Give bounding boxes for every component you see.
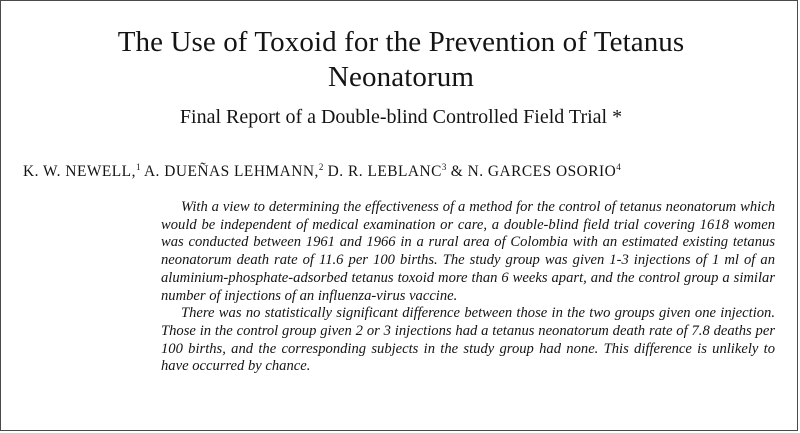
author-name: & N. GARCES OSORIO [450,163,617,181]
abstract-paragraph-1: With a view to determining the effectiveness of a method for the control of tetanus neonatorum which would be independent of medical examination or care, a double-blind field trial covering 1618 women was conducted between 1961 and 1966 in a rural area of Colombia with an estimated existing tetanus neonatorum death rate of 11.6 per 100 births. The study group was given 1-3 injections of 1 ml of an aluminium-phosphate-adsorbed tetanus toxoid more than 6 weeks apart, and the control group a similar number of injections of an influenza-virus vaccine. [161,199,775,304]
article-title-line-1: The Use of Toxoid for the Prevention of Tetanus [117,26,685,58]
author-list [23,157,783,182]
author-affiliation-marker: 1 [135,162,141,172]
abstract [161,199,775,376]
article-title-line-2: Neonatorum [328,61,474,93]
author-name: D. R. LEBLANC [327,163,442,181]
author-affiliation-marker: 4 [616,162,621,172]
author-name: A. DUEÑAS LEHMANN, [143,163,319,181]
author-affiliation-marker: 2 [318,162,324,172]
abstract-paragraph-2: There was no statistically significant difference between those in the two groups given one injection. Those in the control group given 2 or 3 injections had a tetanus neonatorum death rate of 7.8 deaths per 100 births, and the corresponding subjects in the study group had none. This difference is unlikely to have occurred by chance. [161,305,775,375]
article-title [1,25,800,95]
author-affiliation-marker: 3 [441,162,447,172]
article-subtitle: Final Report of a Double-blind Controlled Field Trial * [179,106,623,128]
author-name: K. W. NEWELL, [23,163,136,181]
